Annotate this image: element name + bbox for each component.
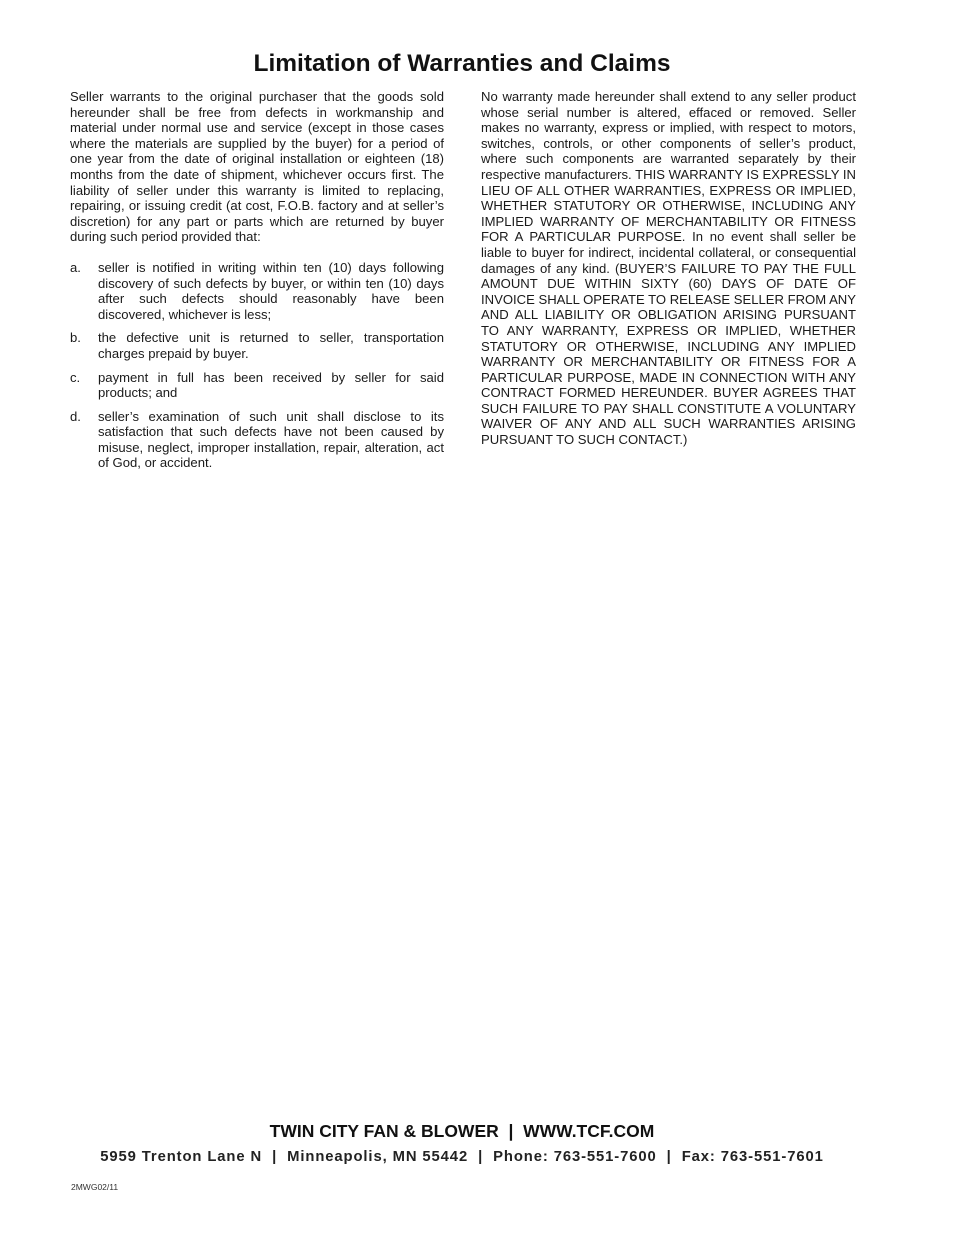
list-item [70,330,444,361]
page-title: Limitation of Warranties and Claims [253,50,671,77]
left-column [70,89,444,479]
document-code: 2MWG02/11 [71,1182,119,1192]
condition-text: the defective unit is returned to seller, transportation charges prepaid by buyer. [98,330,444,361]
list-item [70,260,444,322]
condition-text: seller’s examination of such unit shall disclose to its satisfaction that such defects have not been caused by misuse, neglect, improper installation, repair, alteration, act of God, or accident. [98,408,444,471]
warranty-exclusions-paragraph: No warranty made hereunder shall extend to any seller product whose serial number is altered, effaced or removed. Seller makes no warranty, express or implied, with respect to motors, switches, controls, or other components of seller’s product, where such components are warranted separately by their respective manufacturers. THIS WARRANTY IS EXPRESSLY IN LIEU OF ALL OTHER WARRANTIES, EXPRESS OR IMPLIED, WHETHER STATUTORY OR OTHERWISE, INCLUDING ANY IMPLIED WARRANTY OF MERCHANTABILITY OR FITNESS FOR A PARTICULAR PURPOSE. In no event shall seller be liable to buyer for indirect, incidental collateral, or consequential damages of any kind. (BUYER’S FAILURE TO PAY THE FULL AMOUNT DUE WITHIN SIXTY (60) DAYS OF DATE OF INVOICE SHALL OPERATE TO RELEASE SELLER FROM ANY AND ALL LIABILITY OR OBLIGATION ARISING PURSUANT TO ANY WARRANTY, EXPRESS OR IMPLIED, WHETHER STATUTORY OR OTHERWISE, INCLUDING ANY IMPLIED WARRANTY OR MERCHANTABILITY OR FITNESS FOR A PARTICULAR PURPOSE, MADE IN CONNECTION WITH ANY CONTRACT FORMED HEREUNDER. BUYER AGREES THAT SUCH FAILURE TO PAY SHALL CONSTITUTE A VOLUNTARY WAIVER OF ANY AND ALL SUCH WARRANTIES ARISING PURSUANT TO SUCH CONTACT.) [481,89,856,448]
condition-letter: a. [70,259,81,275]
list-item [70,409,444,471]
warranty-intro-paragraph: Seller warrants to the original purchaser that the goods sold hereunder shall be free from defects in workmanship and material under normal use and service (except in those cases where the materials are supplied by the buyer) for a period of one year from the date of original installation or eighteen (18) months from the date of shipment, whichever occurs first. The liability of seller under this warranty is limited to replacing, repairing, or issuing credit (at cost, F.O.B. factory and at seller’s discretion) for any part or parts which are returned by buyer during such period provided that: [70,89,444,245]
condition-letter: d. [70,408,81,424]
condition-text: payment in full has been received by seller for said products; and [98,369,444,401]
condition-text: seller is notified in writing within ten (10) days following discovery of such defects by buyer, or within ten (10) days after such defects should reasonably have been discovered, whichever is less; [98,259,444,322]
footer-company-line: TWIN CITY FAN & BLOWER | WWW.TCF.COM [269,1121,655,1141]
right-column [481,89,856,448]
condition-letter: c. [70,369,81,385]
footer-address-line: 5959 Trenton Lane N | Minneapolis, MN 55442 | Phone: 763-551-7600 | Fax: 763-551-7601 [100,1149,824,1165]
list-item [70,370,444,401]
warranty-conditions-list [70,260,444,471]
condition-letter: b. [70,330,81,346]
